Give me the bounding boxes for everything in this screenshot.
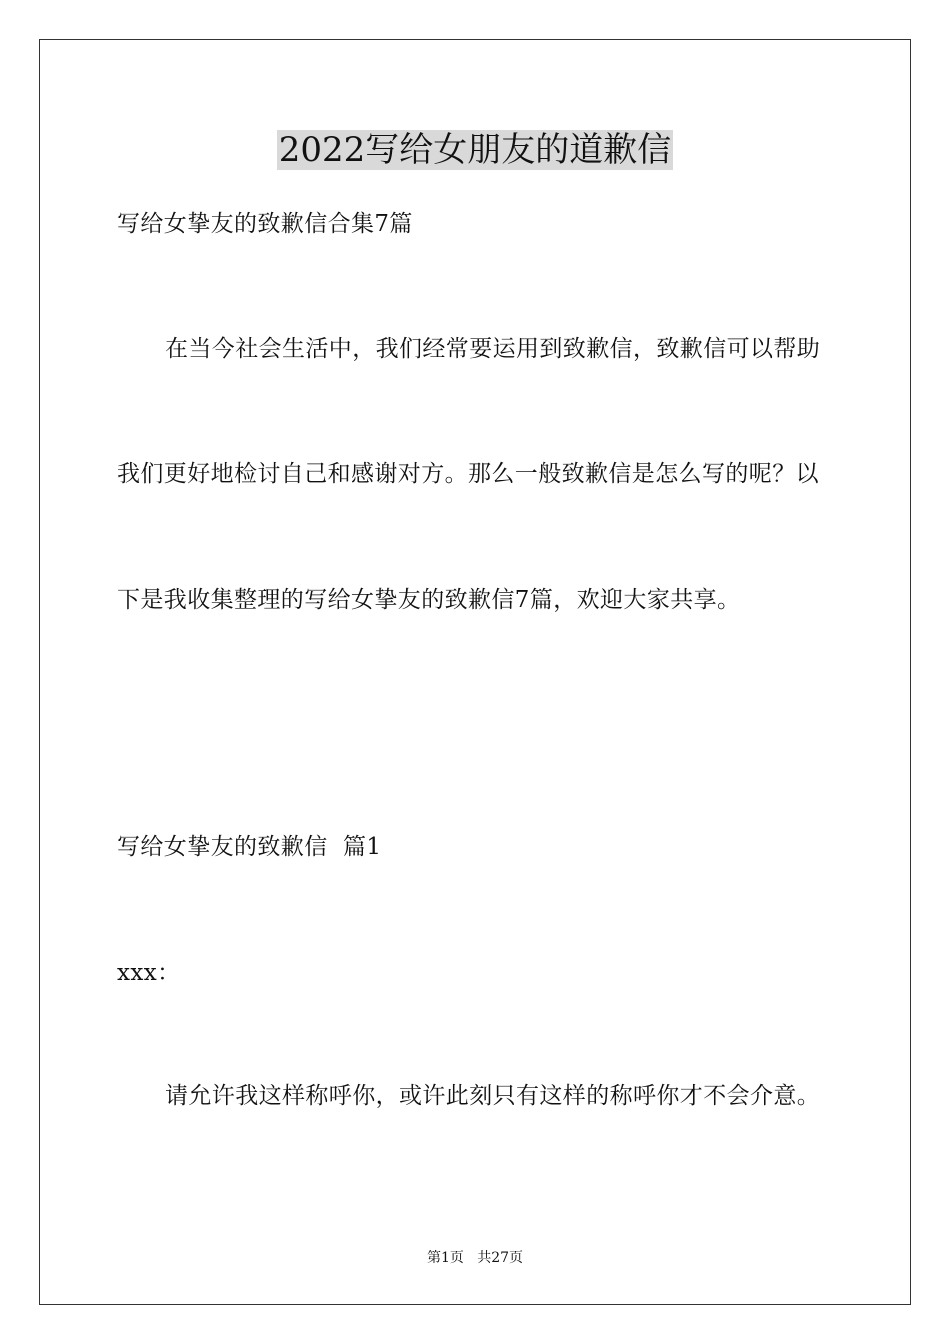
- document-title-text: 2022写给女朋友的道歉信: [278, 130, 672, 170]
- body-paragraph-line-1: 请允许我这样称呼你，或许此刻只有这样的称呼你才不会介意。: [165, 1083, 821, 1109]
- salutation: xxx：: [117, 960, 181, 986]
- section-heading: 写给女挚友的致歉信 篇1: [117, 834, 382, 860]
- page-footer: 第1页 共27页: [426, 1250, 524, 1266]
- intro-paragraph-line-3: 下是我收集整理的写给女挚友的致歉信7篇，欢迎大家共享。: [117, 587, 741, 613]
- document-title: [0, 128, 950, 172]
- intro-paragraph-line-1: 在当今社会生活中，我们经常要运用到致歉信，致歉信可以帮助: [165, 336, 821, 362]
- document-subtitle: 写给女挚友的致歉信合集7篇: [117, 211, 413, 237]
- intro-paragraph-line-2: 我们更好地检讨自己和感谢对方。那么一般致歉信是怎么写的呢？以: [117, 461, 819, 487]
